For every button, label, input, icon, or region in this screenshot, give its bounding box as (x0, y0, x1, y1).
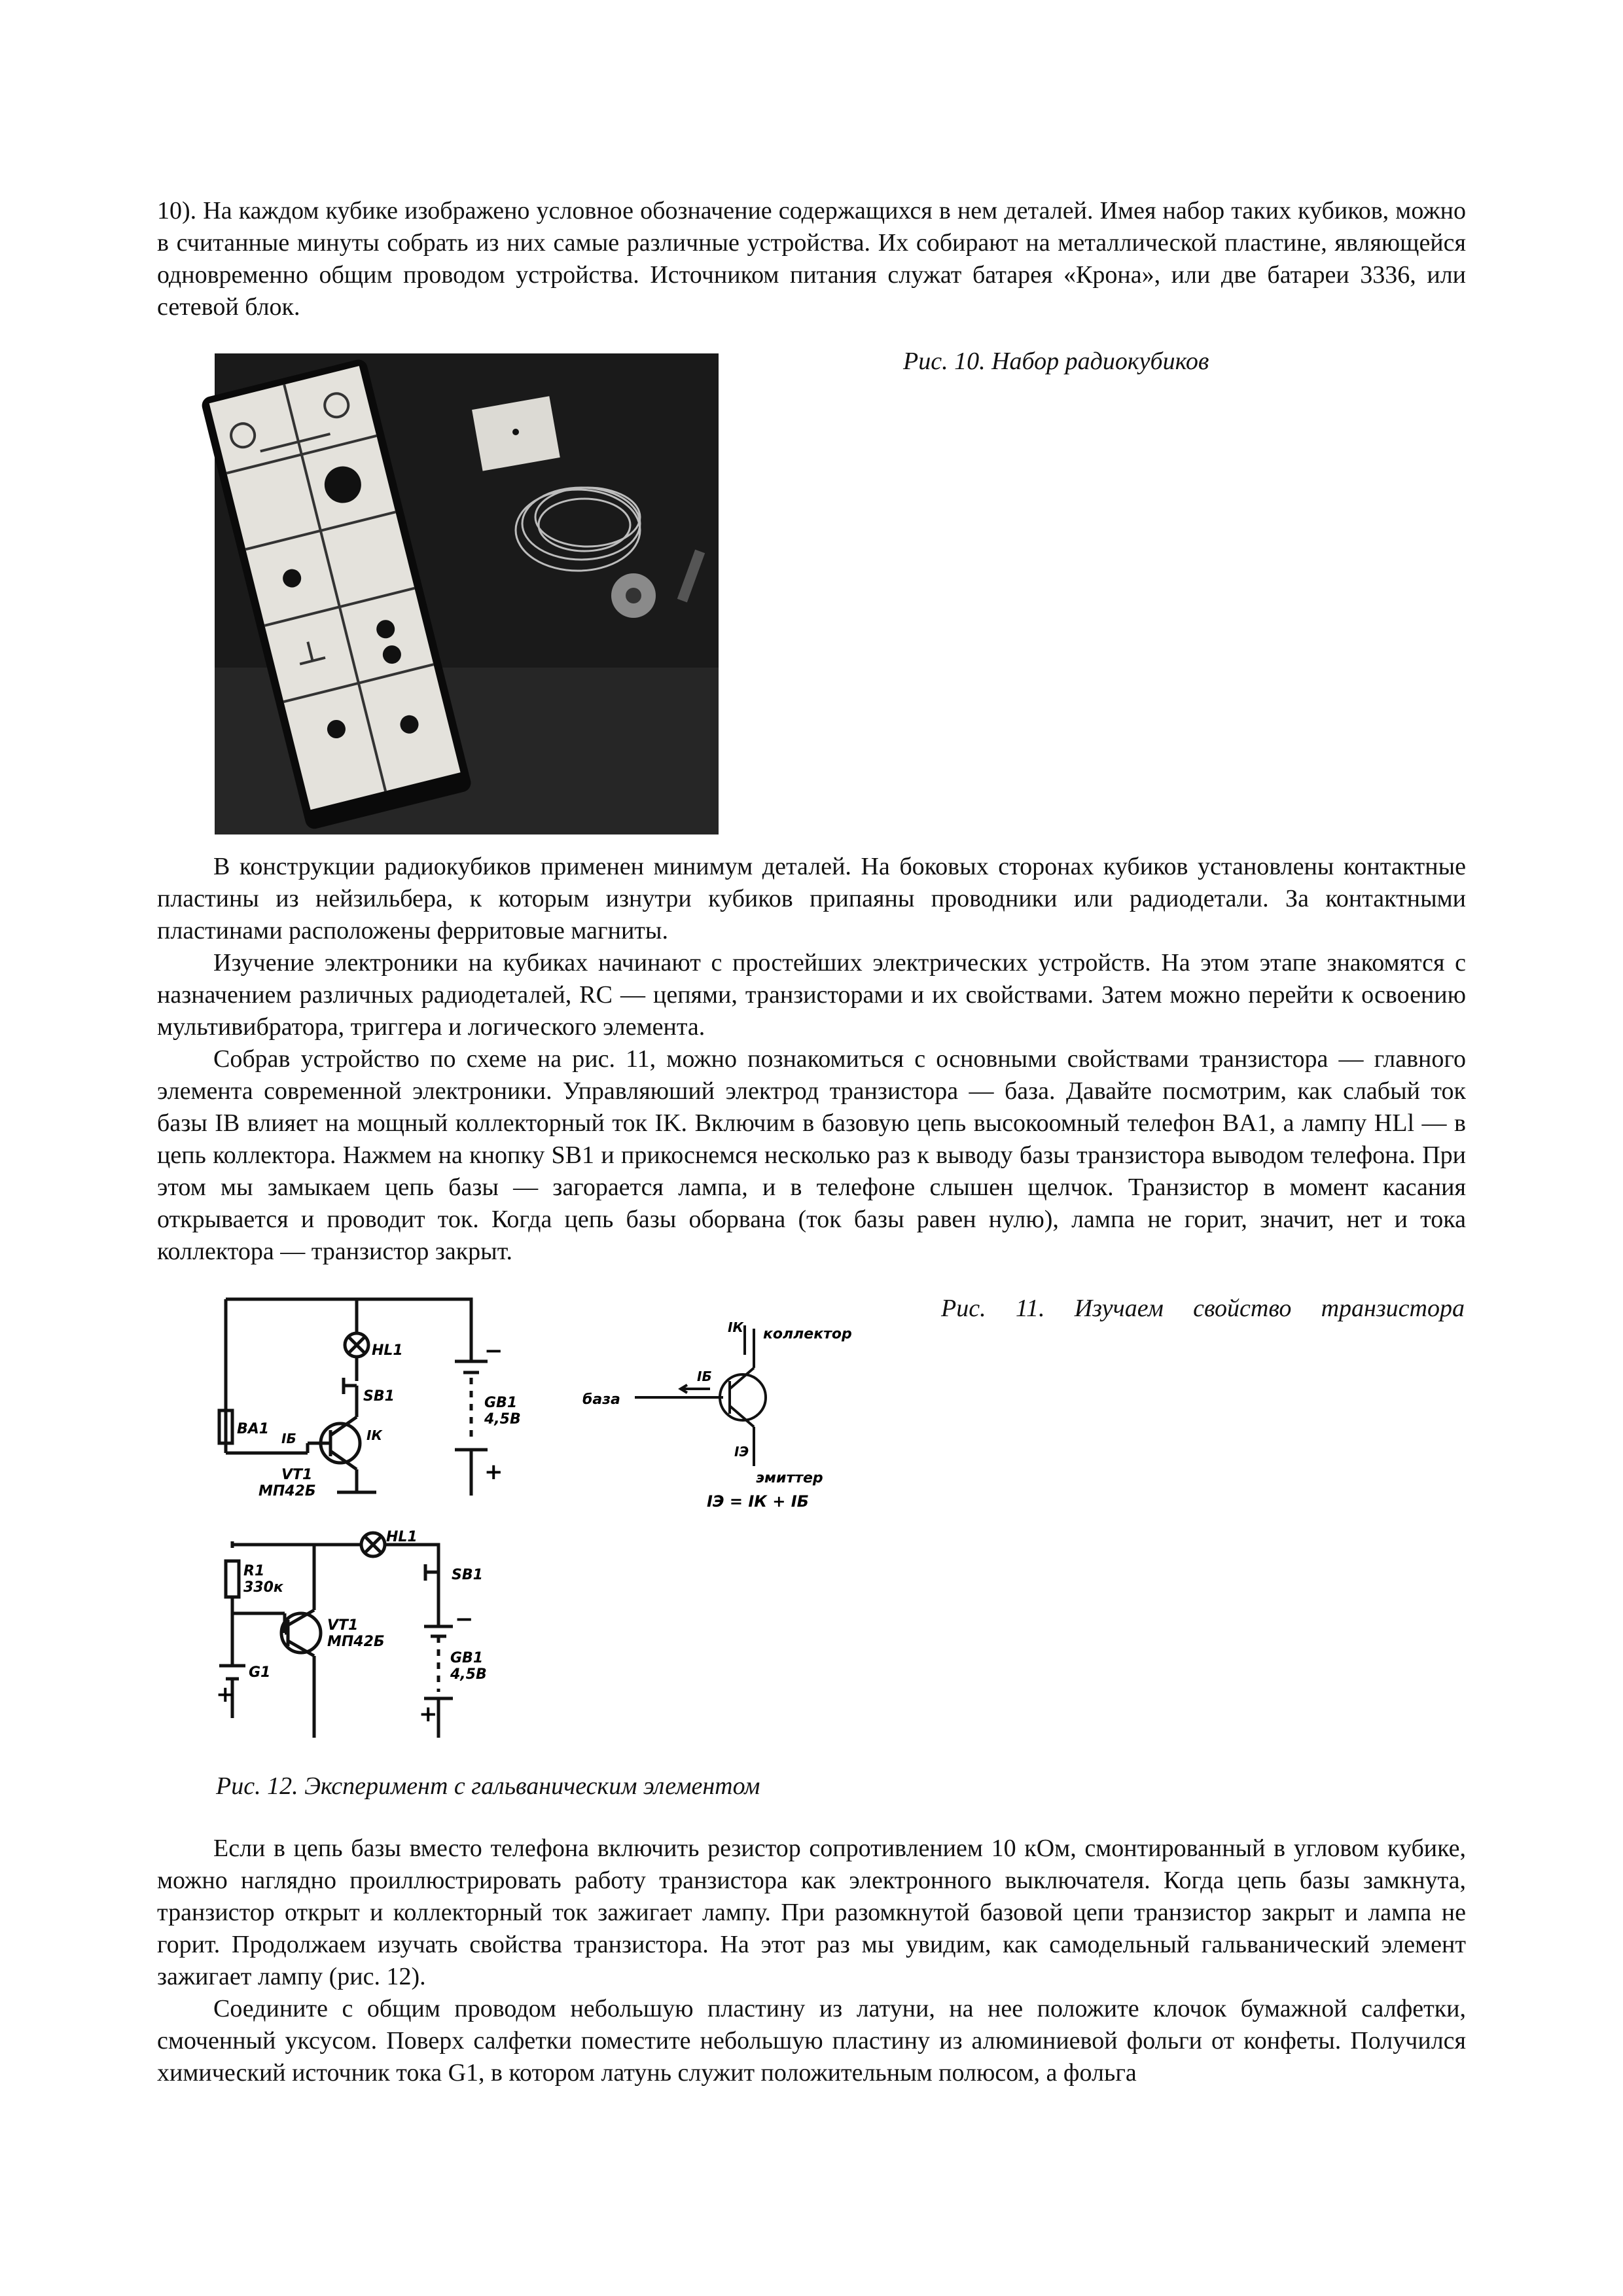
figure-12-schematic (209, 1529, 517, 1764)
battery-minus-sign: − (455, 1606, 474, 1632)
button-label: SB1 (452, 1567, 483, 1583)
collector-label: коллектор (763, 1326, 852, 1342)
button-label: SB1 (363, 1388, 395, 1405)
paragraph-intro: 10). На каждом кубике изображено условное обозначение содержащихся в нем деталей. Имея набор таких кубиков, можно в считанные минуты собрать из них самые различные устройства. Их собирают на металлической пластине, являющейся одновременно общим проводом устройства. Источником питания служат батарея «Крона», или две батареи 3336, или сетевой блок. (157, 197, 1466, 321)
figure-12-caption: Рис. 12. Эксперимент с гальваническим элементом (216, 1772, 760, 1800)
paragraph-study: Изучение электроники на кубиках начинают с простейших электрических устройств. На этом этапе знакомятся с назначением различных радиодеталей, RC — цепями, транзисторами и их свойствами. Затем можно перейти к освоению мультивибратора, триггера и логического элемента. (157, 949, 1466, 1041)
resistor-label: R1 (243, 1563, 265, 1579)
emitter-label: эмиттер (756, 1470, 823, 1486)
battery-voltage-label: 4,5В (484, 1411, 521, 1427)
minus-sign: − (484, 1338, 503, 1364)
collector-current-label: IК (728, 1319, 743, 1335)
body-section-1 (157, 851, 1466, 1268)
emitter-current-label: IЭ (734, 1444, 749, 1460)
cell-plus-sign: + (216, 1681, 235, 1708)
current-formula: IЭ = IК + IБ (707, 1492, 809, 1511)
resistor-value-label: 330к (243, 1579, 283, 1596)
battery-voltage-label: 4,5В (450, 1666, 487, 1683)
transistor-label: VT1 (327, 1617, 359, 1634)
collector-current-label: IК (366, 1427, 382, 1443)
paragraph-transistor: Собрав устройство по схеме на рис. 11, можно познакомиться с основными свойствами транзистора — главного элемента современной электроники. Управляюший электрод транзистора — база. Давайте посмотрим, как слабый ток базы IB влияет на мощный коллекторный ток IK. Включим в базовую цепь высокоомный телефон BA1, а лампу HLl — в цепь коллектора. Нажмем на кнопку SB1 и прикоснемся несколько раз к выводу базы транзистора выводом телефона. При этом мы замыкаем цепь базы — загорается лампа, и в телефоне слышен щелчок. Транзистор в момент касания открывается и проводит ток. Когда цепь базы оборвана (ток базы равен нулю), лампа не горит, значит, нет и тока коллектора — транзистор закрыт. (157, 1045, 1466, 1265)
figure-11-caption-text: Рис. 11. Изучаем свойство транзистора (941, 1295, 1465, 1322)
transistor-type-label: МП42Б (327, 1634, 385, 1650)
base-current-label: IБ (281, 1431, 296, 1446)
figure-10-caption: Рис. 10. Набор радиокубиков (903, 348, 1209, 375)
figure-11-schematic-circuit (209, 1293, 576, 1541)
paragraph-galvanic: Соедините с общим проводом небольшую пластину из латуни, на нее положите клочок бумажной салфетки, смоченный уксусом. Поверх салфетки поместите небольшую пластину из алюминиевой фольги от конфеты. Получился химический источник тока G1, в котором латунь служит положительным полюсом, а фольга (157, 1995, 1466, 2087)
cell-label: G1 (249, 1664, 271, 1681)
lamp-label: HL1 (386, 1529, 418, 1545)
body-section-2 (157, 1833, 1466, 2089)
battery-label: GB1 (484, 1395, 518, 1411)
battery-label: GB1 (450, 1650, 484, 1666)
figure-11-caption (941, 1293, 1465, 1325)
plus-sign: + (484, 1459, 503, 1485)
figure-11-transistor-symbol (582, 1316, 857, 1512)
battery-plus-sign: + (419, 1701, 438, 1727)
transistor-type-label: МП42Б (259, 1483, 316, 1499)
paragraph-switch: Если в цепь базы вместо телефона включить резистор сопротивлением 10 кОм, смонтированный в угловом кубике, можно наглядно проиллюстрировать работу транзистора как электронного выключателя. Когда цепь базы замкнута, транзистор открыт и коллекторный ток зажигает лампу. При разомкнутой базовой цепи транзистор закрыт и лампа не горит. Продолжаем изучать свойства транзистора. На этот раз мы увидим, как самодельный гальванический элемент зажигает лампу (рис. 12). (157, 1835, 1466, 1990)
base-label: база (582, 1391, 620, 1408)
base-current-label: IБ (697, 1369, 712, 1384)
phone-label: BA1 (237, 1421, 270, 1437)
radiocubes-photo (215, 353, 719, 834)
paragraph-construction: В конструкции радиокубиков применен минимум деталей. На боковых сторонах кубиков установлены контактные пластины из нейзильбера, к которым изнутри кубиков припаяны проводники или радиодетали. За контактными пластинами расположены ферритовые магниты. (157, 853, 1466, 944)
lamp-label: HL1 (372, 1342, 403, 1359)
transistor-label: VT1 (281, 1467, 313, 1483)
